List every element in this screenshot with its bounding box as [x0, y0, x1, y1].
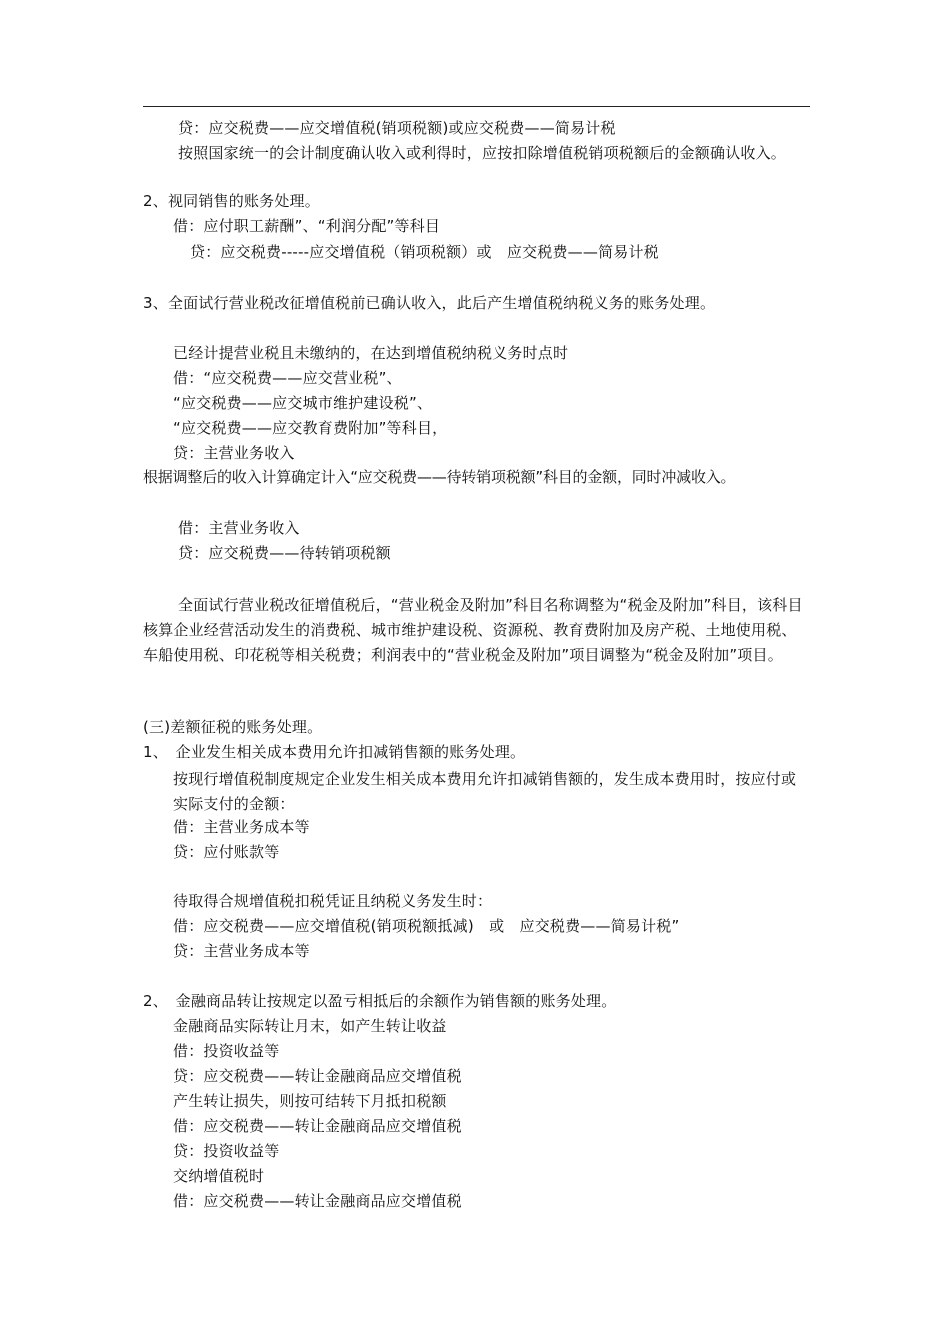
entry-debit-output-tax-deduction: 借：应交税费——应交增值税(销项税额抵减) 或 应交税费——简易计税” [173, 917, 680, 935]
heading-deemed-sales: 2、视同销售的账务处理。 [143, 192, 320, 210]
entry-credit-vat: 贷：应交税费-----应交增值税（销项税额）或 应交税费——简易计税 [190, 243, 659, 261]
header-rule [143, 106, 810, 107]
entry-credit-main-cost: 贷：主营业务成本等 [173, 942, 310, 960]
heading-financial-products: 2、 金融商品转让按规定以盈亏相抵后的余额作为销售额的账务处理。 [143, 992, 617, 1010]
entry-credit-output-tax: 贷：应交税费——应交增值税(销项税额)或应交税费——简易计税 [178, 119, 616, 137]
entry-credit-pending-output-tax: 贷：应交税费——待转销项税额 [178, 544, 391, 562]
text-transfer-loss: 产生转让损失，则按可结转下月抵扣税额 [173, 1092, 447, 1110]
entry-credit-investment-income: 贷：投资收益等 [173, 1142, 280, 1160]
text-accrued-business-tax: 已经计提营业税且未缴纳的，在达到增值税纳税义务时点时 [173, 344, 569, 362]
heading-cost-deduction: 1、 企业发生相关成本费用允许扣减销售额的账务处理。 [143, 743, 526, 761]
entry-debit-investment-income: 借：投资收益等 [173, 1042, 280, 1060]
entry-debit-financial-vat-payment: 借：应交税费——转让金融商品应交增值税 [173, 1192, 462, 1210]
entry-debit-business-tax: 借：“应交税费——应交营业税”、 [173, 369, 402, 387]
entry-debit-main-cost: 借：主营业务成本等 [173, 818, 310, 836]
entry-debit-financial-vat: 借：应交税费——转让金融商品应交增值税 [173, 1117, 462, 1135]
paragraph-revenue-recognition: 按照国家统一的会计制度确认收入或利得时，应按扣除增值税销项税额后的金额确认收入。 [178, 144, 787, 162]
entry-debit-main-revenue: 借：主营业务收入 [178, 519, 300, 537]
paragraph-cost-deduction-rule: 按现行增值税制度规定企业发生相关成本费用允许扣减销售额的，发生成本费用时，按应付或实际支付的金额： [173, 770, 797, 813]
text-pending-deduction-voucher: 待取得合规增值税扣税凭证且纳税义务发生时： [173, 892, 493, 910]
heading-differential-taxation: (三)差额征税的账务处理。 [143, 718, 323, 736]
entry-credit-financial-vat: 贷：应交税费——转让金融商品应交增值税 [173, 1067, 462, 1085]
text-pay-vat: 交纳增值税时 [173, 1167, 265, 1185]
text-adjusted-revenue: 根据调整后的收入计算确定计入“应交税费——待转销项税额”科目的金额，同时冲减收入。 [143, 468, 736, 486]
heading-pre-reform-revenue: 3、全面试行营业税改征增值税前已确认收入，此后产生增值税纳税义务的账务处理。 [143, 294, 716, 312]
entry-debit-urban-tax: “应交税费——应交城市维护建设税”、 [173, 394, 433, 412]
paragraph-tax-and-surcharges: 全面试行营业税改征增值税后，“营业税金及附加”科目名称调整为“税金及附加”科目，该科目核算企业经营活动发生的消费税、城市维护建设税、资源税、教育费附加及房产税、土地使用税、车船使用税、印花税等相关税费；利润表中的“营业税金及附加”项目调整为“税金及附加”项目。 [143, 596, 803, 664]
text-transfer-gain: 金融商品实际转让月末，如产生转让收益 [173, 1017, 447, 1035]
entry-credit-payables: 贷：应付账款等 [173, 843, 280, 861]
entry-debit-payroll: 借：应付职工薪酬”、“利润分配”等科目 [173, 217, 441, 235]
entry-credit-main-revenue: 贷：主营业务收入 [173, 444, 295, 462]
entry-debit-education-surcharge: “应交税费——应交教育费附加”等科目， [173, 419, 448, 437]
